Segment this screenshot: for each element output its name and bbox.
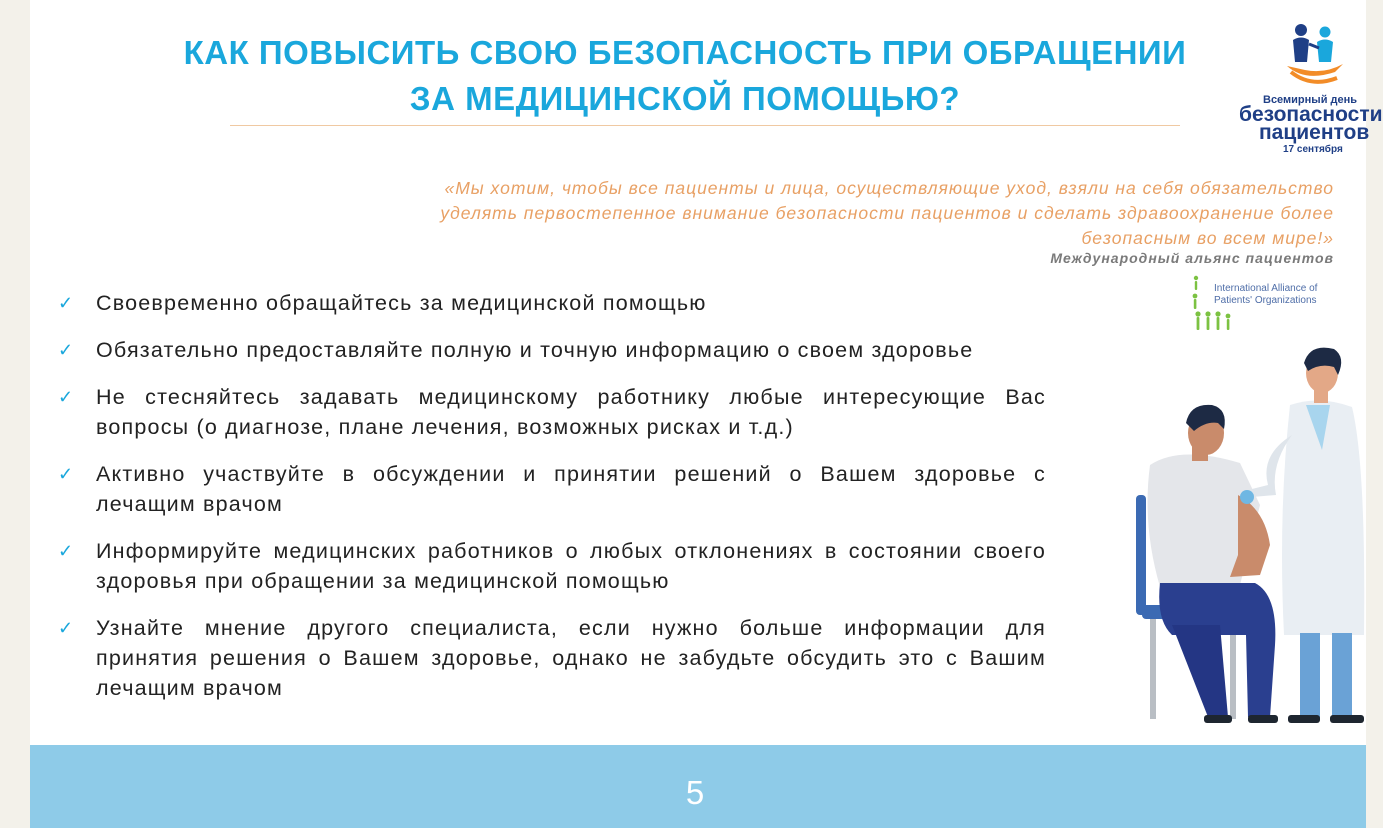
quote-line-1: «Мы хотим, чтобы все пациенты и лица, осуществляющие уход, взяли на себя обязательство: [444, 178, 1334, 198]
doctor-patient-illustration: [1120, 345, 1366, 735]
iapo-line-1: International Alliance of: [1214, 283, 1318, 294]
list-item-text: Узнайте мнение другого специалиста, если нужно больше информации для принятия решения о Вашем здоровье, однако не забудьте обсудить это с Вашим лечащим врачом: [96, 616, 1046, 700]
footer-bar: [30, 745, 1366, 828]
list-item: [58, 382, 1046, 442]
list-item-text: Активно участвуйте в обсуждении и принятии решений о Вашем здоровье с лечащим врачом: [96, 462, 1046, 516]
people-hands-icon: [1285, 22, 1355, 88]
check-icon: ✓: [58, 293, 75, 313]
list-item-text: Не стесняйтесь задавать медицинскому работнику любые интересующие Вас вопросы (о диагнозе, плане лечения, возможных рисках и т.д.): [96, 385, 1046, 439]
iapo-line-2: Patients' Organizations: [1214, 295, 1317, 306]
advice-list: [58, 288, 1046, 720]
title-line-1: КАК ПОВЫСИТЬ СВОЮ БЕЗОПАСНОСТЬ ПРИ ОБРАЩЕНИИ: [183, 34, 1187, 71]
logo-caption: Всемирный день: [1263, 94, 1358, 106]
list-item-text: Своевременно обращайтесь за медицинской помощью: [96, 291, 707, 315]
list-item: [58, 536, 1046, 596]
check-icon: ✓: [58, 464, 75, 484]
logo-word-1: безопасности: [1239, 103, 1383, 126]
quote-line-3: безопасным во всем мире!»: [1081, 228, 1334, 248]
slide: [30, 0, 1383, 828]
check-icon: ✓: [58, 387, 75, 407]
page-number: 5: [685, 774, 705, 811]
list-item: [58, 335, 1046, 365]
check-icon: ✓: [58, 340, 75, 360]
iapo-name: [1214, 283, 1317, 307]
iapo-logo: [1190, 272, 1350, 336]
title-divider: [230, 125, 1180, 126]
logo-date: 17 сентября: [1283, 144, 1343, 155]
list-item: [58, 613, 1046, 703]
title-line-2: ЗА МЕДИЦИНСКОЙ ПОМОЩЬЮ?: [409, 80, 961, 117]
patient-safety-day-logo: [1235, 22, 1383, 162]
quote-line-2: уделять первостепенное внимание безопасности пациентов и сделать здравоохранение более: [440, 203, 1334, 223]
check-icon: ✓: [58, 618, 75, 638]
quote-block: [254, 176, 1334, 251]
check-icon: ✓: [58, 541, 75, 561]
list-item-text: Обязательно предоставляйте полную и точную информацию о своем здоровье: [96, 338, 974, 362]
logo-word-2: пациентов: [1259, 121, 1370, 144]
list-item-text: Информируйте медицинских работников о любых отклонениях в состоянии своего здоровья при обращении за медицинской помощью: [96, 539, 1046, 593]
list-item: [58, 288, 1046, 318]
list-item: [58, 459, 1046, 519]
page-title: [130, 30, 1240, 122]
quote-author: Международный альянс пациентов: [1050, 250, 1334, 266]
